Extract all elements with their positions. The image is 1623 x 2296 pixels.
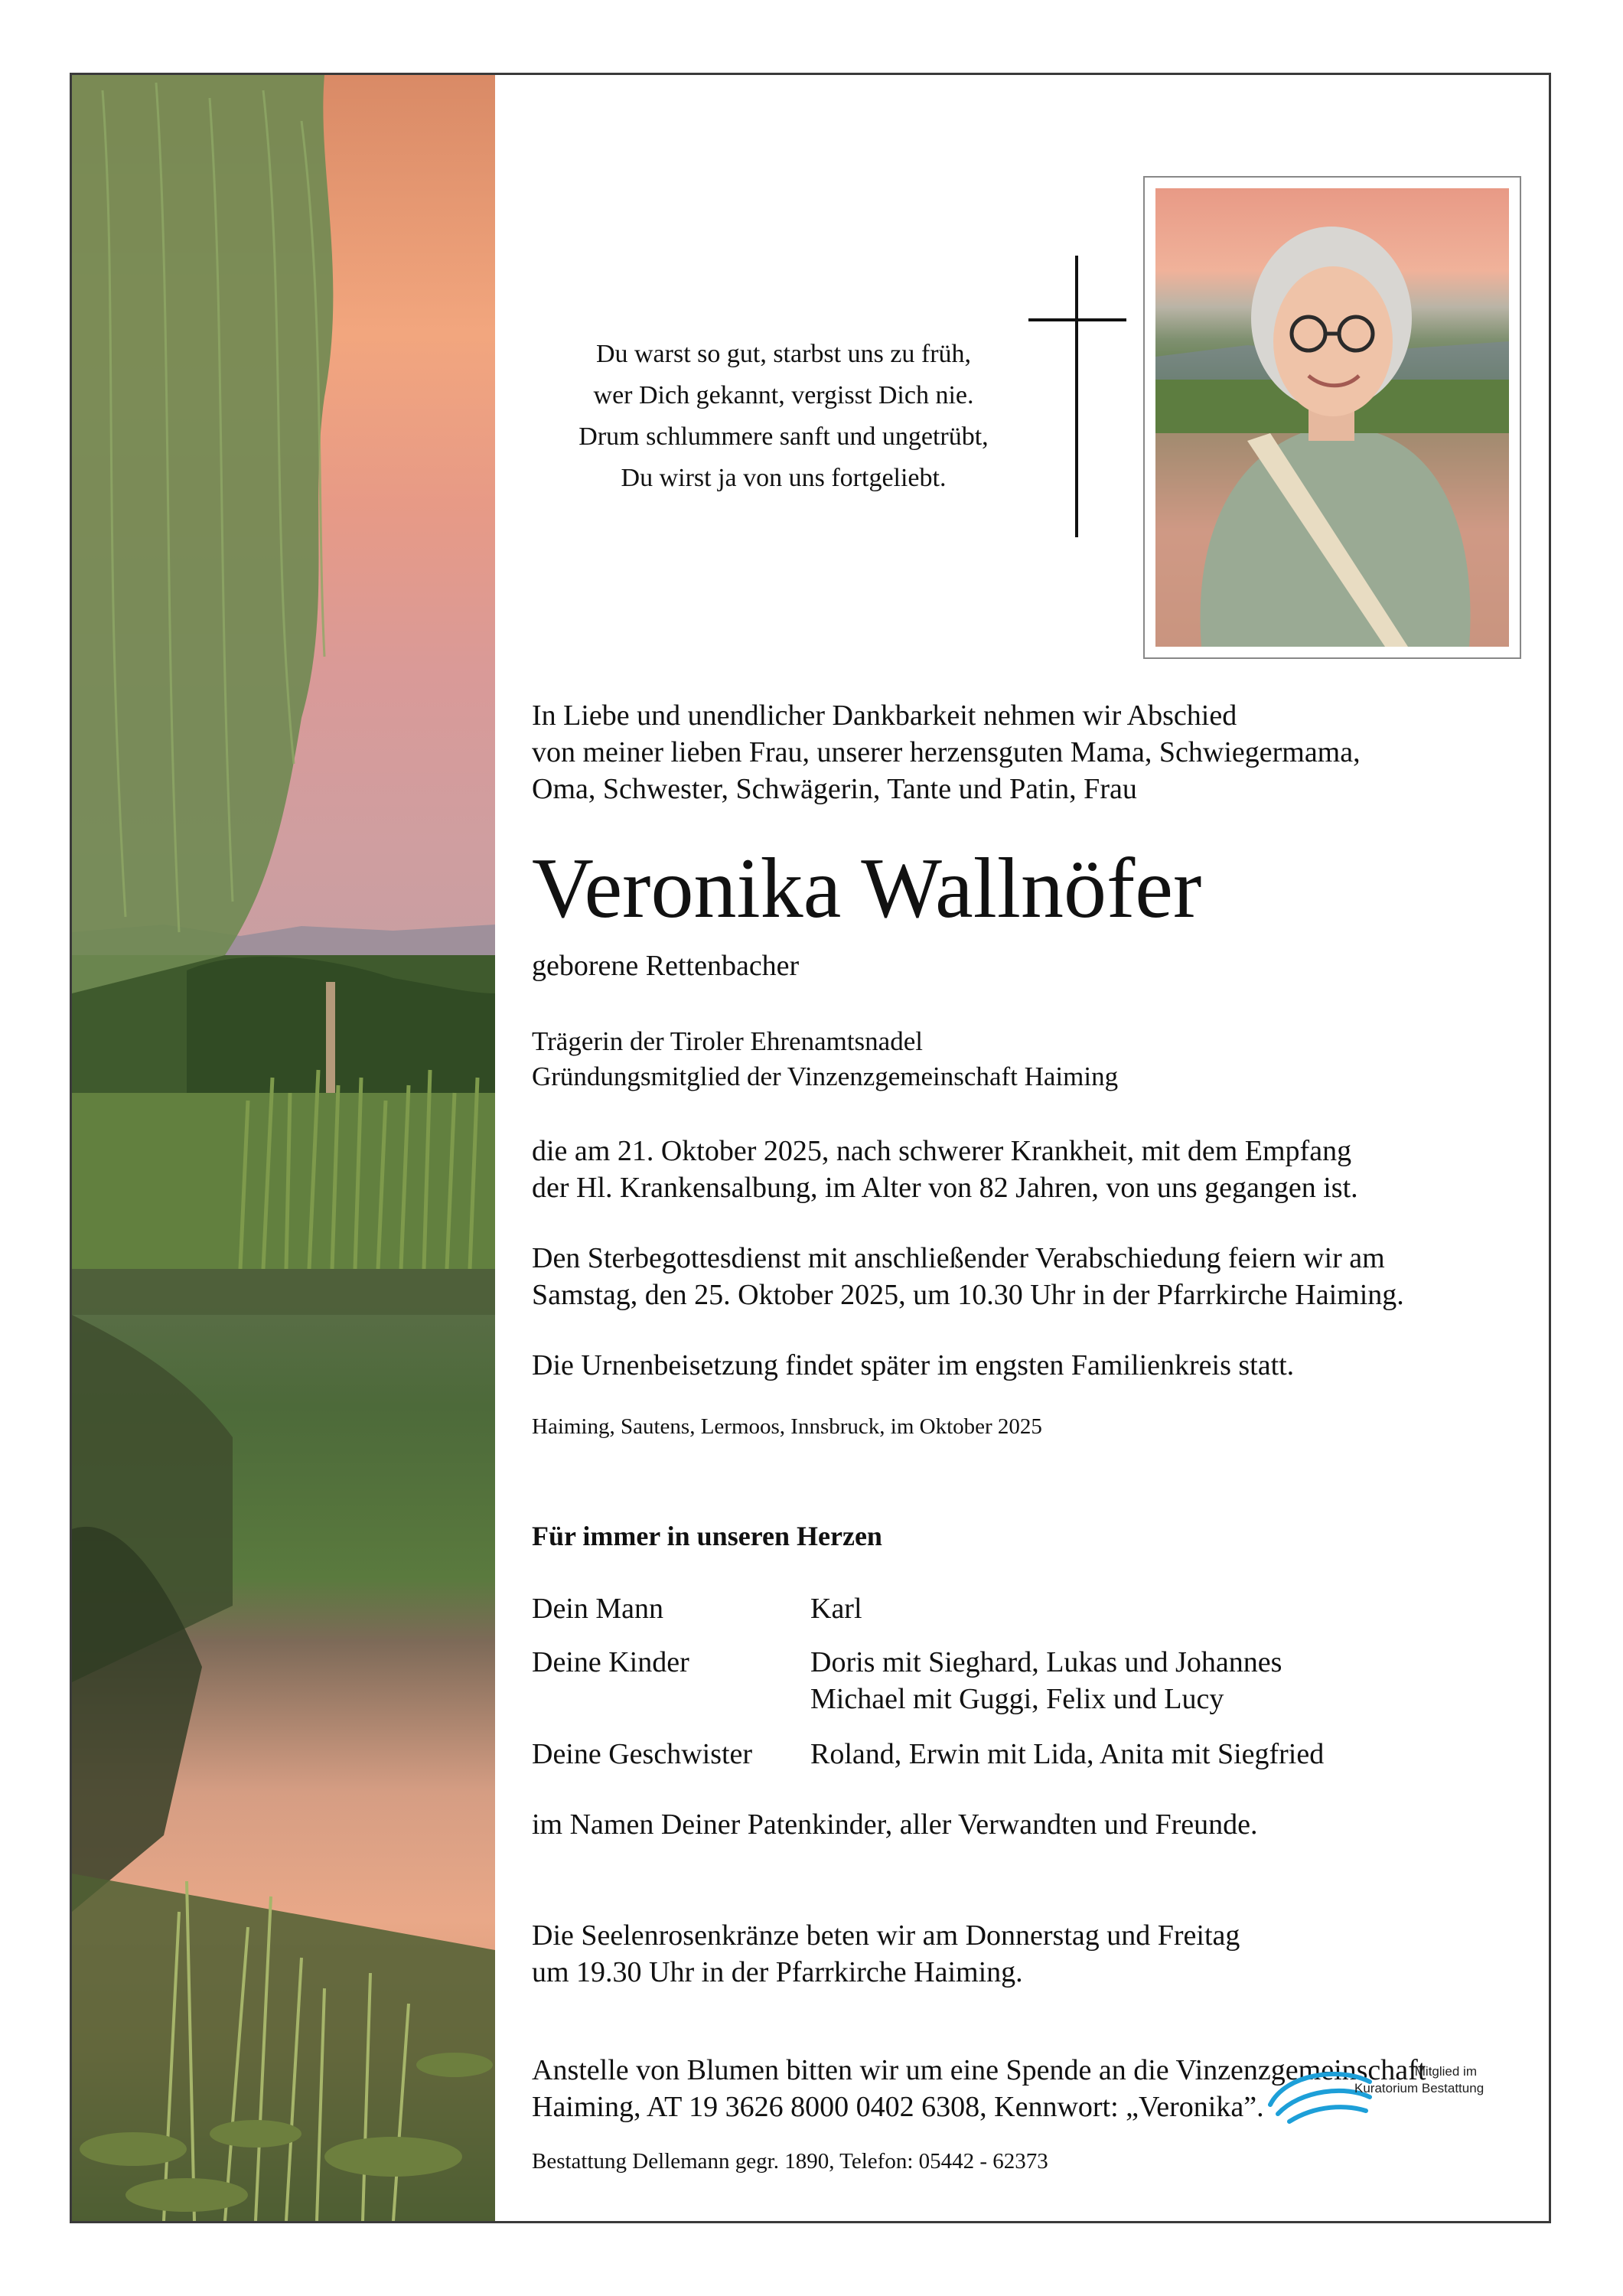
death-line: die am 21. Oktober 2025, nach schwerer Krankheit, mit dem Empfang: [532, 1135, 1352, 1167]
urn-text: Die Urnenbeisetzung findet später im engsten Familienkreis statt.: [532, 1349, 1295, 1381]
cross-icon: [1075, 256, 1078, 537]
logo-text: [1354, 2063, 1484, 2097]
family-names-line: Michael mit Guggi, Felix und Lucy: [810, 1683, 1224, 1715]
intro-line: Oma, Schwester, Schwägerin, Tante und Patin, Frau: [532, 773, 1137, 805]
honor-line: Trägerin der Tiroler Ehrenamtsnadel: [532, 1026, 923, 1056]
death-text: [532, 1133, 1358, 1206]
poem: [546, 334, 1021, 499]
logo-line: Mitglied im: [1414, 2064, 1477, 2079]
notice-frame: [70, 73, 1551, 2223]
family-closing: im Namen Deiner Patenkinder, aller Verwandten und Freunde.: [532, 1808, 1258, 1841]
rosary-line: um 19.30 Uhr in der Pfarrkirche Haiming.: [532, 1956, 1023, 1988]
place-date: Haiming, Sautens, Lermoos, Innsbruck, im Oktober 2025: [532, 1414, 1042, 1439]
service-line: Samstag, den 25. Oktober 2025, um 10.30 Uhr in der Pfarrkirche Haiming.: [532, 1279, 1404, 1311]
family-label: Deine Geschwister: [532, 1738, 753, 1770]
honors: [532, 1024, 1118, 1094]
rosary-text: [532, 1917, 1240, 1991]
poem-line: Du warst so gut, starbst uns zu früh,: [595, 340, 972, 368]
poem-line: wer Dich gekannt, vergisst Dich nie.: [593, 381, 974, 409]
family-label: Deine Kinder: [532, 1646, 689, 1678]
family-label: Dein Mann: [532, 1593, 664, 1625]
donation-line: Anstelle von Blumen bitten wir um eine Spende an die Vinzenzgemeinschaft: [532, 2054, 1426, 2086]
family-names: Roland, Erwin mit Lida, Anita mit Siegfried: [810, 1738, 1325, 1770]
portrait-photo: [1155, 188, 1509, 647]
service-text: [532, 1240, 1404, 1313]
intro-line: In Liebe und unendlicher Dankbarkeit nehmen wir Abschied: [532, 700, 1237, 732]
intro-line: von meiner lieben Frau, unserer herzensguten Mama, Schwiegermama,: [532, 736, 1361, 768]
portrait-frame: [1143, 176, 1521, 659]
family-names: [810, 1644, 1282, 1717]
landscape-photo-strip: [72, 75, 495, 2221]
poem-line: Drum schlummere sanft und ungetrübt,: [578, 422, 989, 451]
logo-line: Kuratorium Bestattung: [1354, 2081, 1484, 2095]
deceased-name: Veronika Wallnöfer: [532, 841, 1202, 936]
rosary-line: Die Seelenrosenkränze beten wir am Donnerstag und Freitag: [532, 1919, 1240, 1952]
death-line: der Hl. Krankensalbung, im Alter von 82 Jahren, von uns gegangen ist.: [532, 1172, 1358, 1204]
birth-name: geborene Rettenbacher: [532, 950, 800, 982]
portrait-illustration: [1155, 188, 1509, 647]
poem-line: Du wirst ja von uns fortgeliebt.: [621, 464, 947, 492]
funeral-home: Bestattung Dellemann gegr. 1890, Telefon: 05442 - 62373: [532, 2149, 1048, 2174]
family-heading: Für immer in unseren Herzen: [532, 1521, 882, 1551]
intro-text: [532, 697, 1361, 807]
cross-icon-bar: [1028, 318, 1126, 321]
family-names: Karl: [810, 1593, 862, 1625]
willow-lake-illustration: [72, 75, 495, 2221]
service-line: Den Sterbegottesdienst mit anschließender Verabschiedung feiern wir am: [532, 1242, 1385, 1274]
honor-line: Gründungsmitglied der Vinzenzgemeinschaft Haiming: [532, 1062, 1119, 1091]
family-names-line: Doris mit Sieghard, Lukas und Johannes: [810, 1646, 1282, 1678]
donation-line: Haiming, AT 19 3626 8000 0402 6308, Kennwort: „Veronika”.: [532, 2091, 1264, 2123]
